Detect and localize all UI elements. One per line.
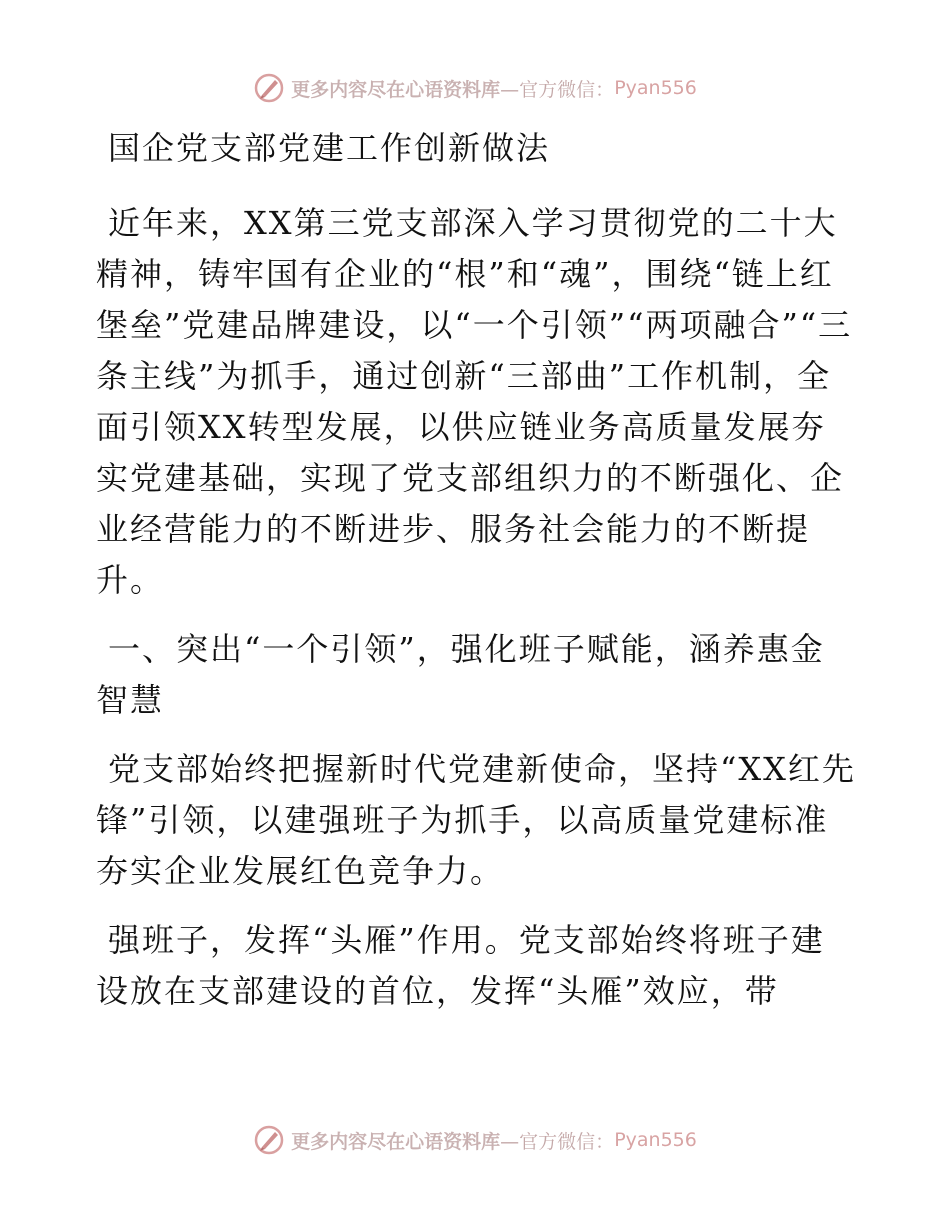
pen-logo-icon xyxy=(253,1124,285,1156)
paragraph-strong-team: 强班子，发挥“头雁”作用。党支部始终将班子建设放在支部建设的首位，发挥“头雁”效应，带 xyxy=(96,921,825,1010)
document-body xyxy=(96,126,856,1035)
section-heading-1: 一、突出“一个引领”，强化班子赋能，涵养惠金智慧 xyxy=(96,630,825,719)
header-watermark xyxy=(0,72,950,104)
watermark-wechat-id: Pyan556 xyxy=(614,1129,697,1151)
watermark-wechat-label: —官方微信： xyxy=(500,1130,615,1153)
watermark-site-text: 更多内容尽在心语资料库 xyxy=(291,1130,501,1153)
watermark-site-text: 更多内容尽在心语资料库 xyxy=(291,78,501,101)
document-title: 国企党支部党建工作创新做法 xyxy=(108,129,551,167)
footer-watermark xyxy=(0,1124,950,1156)
paragraph-section-1: 党支部始终把握新时代党建新使命，坚持“XX红先锋”引领，以建强班子为抓手，以高质量党建标准夯实企业发展红色竞争力。 xyxy=(96,750,856,890)
pen-logo-icon xyxy=(253,72,285,104)
watermark-wechat-id: Pyan556 xyxy=(614,77,697,99)
paragraph-intro: 近年来，XX第三党支部深入学习贯彻党的二十大精神，铸牢国有企业的“根”和“魂”，围绕“链上红堡垒”党建品牌建设，以“一个引领”“两项融合”“三条主线”为抓手，通过创新“三部曲”工作机制，全面引领XX转型发展，以供应链业务高质量发展夯实党建基础，实现了党支部组织力的不断强化、企业经营能力的不断进步、服务社会能力的不断提升。 xyxy=(96,204,853,599)
watermark-wechat-label: —官方微信： xyxy=(500,78,615,101)
